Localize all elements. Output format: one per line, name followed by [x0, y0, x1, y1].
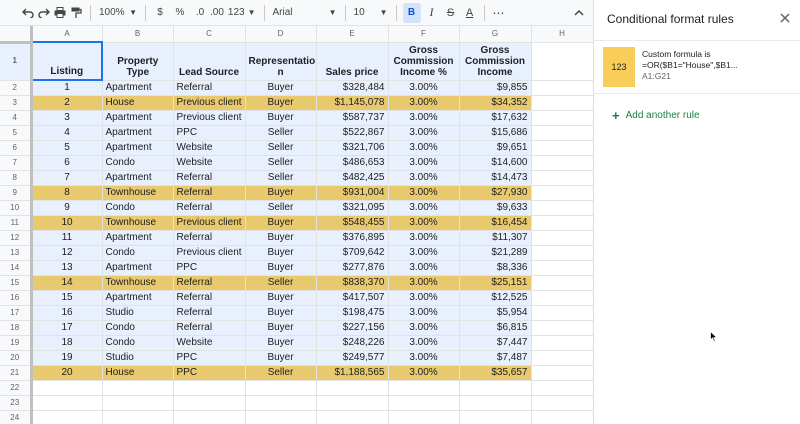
empty-cell[interactable]	[531, 365, 593, 380]
cell-property-type[interactable]: Condo	[102, 200, 173, 215]
rule-title: Custom formula is	[642, 49, 711, 59]
cell-gross-income[interactable]: $15,686	[459, 125, 531, 140]
empty-cell[interactable]	[173, 380, 245, 395]
cell-lead-source[interactable]: Referral	[173, 230, 245, 245]
row-header[interactable]: 10	[0, 200, 31, 215]
column-header-f[interactable]: F	[388, 26, 459, 42]
row-header[interactable]: 15	[0, 275, 31, 290]
undo-icon[interactable]	[20, 3, 36, 23]
cell-representation[interactable]: Seller	[245, 200, 316, 215]
cell-property-type[interactable]: House	[102, 365, 173, 380]
cell-lead-source[interactable]: Previous client	[173, 110, 245, 125]
row-header[interactable]: 7	[0, 155, 31, 170]
rule-description	[642, 49, 794, 82]
cell-representation[interactable]: Seller	[245, 125, 316, 140]
table-row	[0, 200, 593, 215]
table-row	[0, 260, 593, 275]
cell-gross-pct[interactable]: 3.00%	[388, 290, 459, 305]
cell-listing[interactable]: 5	[31, 140, 102, 155]
spreadsheet-grid[interactable]	[0, 26, 593, 424]
cell-lead-source[interactable]: PPC	[173, 350, 245, 365]
cell-representation[interactable]: Buyer	[245, 230, 316, 245]
empty-cell[interactable]	[459, 395, 531, 410]
empty-cell[interactable]	[531, 305, 593, 320]
currency-format-button[interactable]: $	[157, 7, 163, 18]
table-row	[0, 230, 593, 245]
header-cell-listing[interactable]: Listing	[31, 42, 102, 80]
toolbar-divider	[145, 5, 146, 21]
cell-representation[interactable]: Buyer	[245, 80, 316, 95]
cell-representation[interactable]: Seller	[245, 155, 316, 170]
cell-lead-source[interactable]: Referral	[173, 200, 245, 215]
table-row	[0, 365, 593, 380]
column-header-e[interactable]: E	[316, 26, 388, 42]
cell-sales-price[interactable]: $198,475	[316, 305, 388, 320]
cell-gross-pct[interactable]: 3.00%	[388, 245, 459, 260]
cell-property-type[interactable]: Condo	[102, 335, 173, 350]
cell-gross-income[interactable]: $6,815	[459, 320, 531, 335]
cell-gross-income[interactable]: $8,336	[459, 260, 531, 275]
cell-property-type[interactable]: Studio	[102, 305, 173, 320]
cell-gross-pct[interactable]: 3.00%	[388, 215, 459, 230]
empty-cell[interactable]	[531, 155, 593, 170]
row-header[interactable]: 5	[0, 125, 31, 140]
cell-property-type[interactable]: Studio	[102, 350, 173, 365]
cell-gross-income[interactable]: $14,473	[459, 170, 531, 185]
chevron-down-icon: ▼	[379, 8, 388, 17]
cell-gross-pct[interactable]: 3.00%	[388, 275, 459, 290]
cell-gross-pct[interactable]: 3.00%	[388, 200, 459, 215]
header-cell-lead-source[interactable]: Lead Source	[173, 42, 245, 80]
cell-gross-pct[interactable]: 3.00%	[388, 230, 459, 245]
cell-representation[interactable]: Buyer	[245, 305, 316, 320]
cell-property-type[interactable]: Apartment	[102, 170, 173, 185]
row-header[interactable]: 9	[0, 185, 31, 200]
zoom-value: 100%	[99, 7, 125, 18]
cell-gross-pct[interactable]: 3.00%	[388, 320, 459, 335]
table-row	[0, 380, 593, 395]
cell-sales-price[interactable]: $277,876	[316, 260, 388, 275]
cell-representation[interactable]: Buyer	[245, 335, 316, 350]
empty-cell[interactable]	[531, 335, 593, 350]
cell-listing[interactable]: 12	[31, 245, 102, 260]
cell-property-type[interactable]: Apartment	[102, 125, 173, 140]
empty-cell[interactable]	[245, 395, 316, 410]
row-header[interactable]: 12	[0, 230, 31, 245]
cell-sales-price[interactable]: $838,370	[316, 275, 388, 290]
empty-cell[interactable]	[245, 410, 316, 424]
empty-cell[interactable]	[388, 380, 459, 395]
cell-sales-price[interactable]: $522,867	[316, 125, 388, 140]
cell-listing[interactable]: 14	[31, 275, 102, 290]
cell-gross-income[interactable]: $9,633	[459, 200, 531, 215]
table-row	[0, 110, 593, 125]
cell-gross-income[interactable]: $34,352	[459, 95, 531, 110]
table-row	[0, 245, 593, 260]
cell-lead-source[interactable]: PPC	[173, 365, 245, 380]
empty-cell[interactable]	[531, 380, 593, 395]
empty-cell[interactable]	[531, 95, 593, 110]
cell-gross-pct[interactable]: 3.00%	[388, 110, 459, 125]
column-header-b[interactable]: B	[102, 26, 173, 42]
font-size-value: 10	[353, 7, 365, 18]
cell-gross-income[interactable]: $5,954	[459, 305, 531, 320]
header-cell-sales-price[interactable]: Sales price	[316, 42, 388, 80]
row-header[interactable]: 20	[0, 350, 31, 365]
row-header[interactable]: 17	[0, 305, 31, 320]
empty-cell[interactable]	[31, 410, 102, 424]
cell-representation[interactable]: Buyer	[245, 350, 316, 365]
cell-sales-price[interactable]: $376,895	[316, 230, 388, 245]
cell-listing[interactable]: 8	[31, 185, 102, 200]
percent-format-button[interactable]: %	[175, 7, 185, 18]
row-header[interactable]: 6	[0, 140, 31, 155]
cell-sales-price[interactable]: $328,484	[316, 80, 388, 95]
cell-gross-income[interactable]: $7,487	[459, 350, 531, 365]
chevron-down-icon: ▼	[129, 8, 137, 17]
cell-sales-price[interactable]: $227,156	[316, 320, 388, 335]
empty-cell[interactable]	[31, 380, 102, 395]
cell-sales-price[interactable]: $587,737	[316, 110, 388, 125]
cell-gross-income[interactable]: $12,525	[459, 290, 531, 305]
table-row	[0, 155, 593, 170]
rule-range: A1:G21	[642, 71, 671, 81]
row-header[interactable]: 14	[0, 260, 31, 275]
cell-property-type[interactable]: Condo	[102, 155, 173, 170]
table-row	[0, 140, 593, 155]
select-all-corner[interactable]	[0, 26, 31, 42]
row-header[interactable]: 13	[0, 245, 31, 260]
cell-representation[interactable]: Buyer	[245, 110, 316, 125]
table-row	[0, 170, 593, 185]
cell-gross-income[interactable]: $16,454	[459, 215, 531, 230]
cell-property-type[interactable]: Condo	[102, 245, 173, 260]
cell-gross-pct[interactable]: 3.00%	[388, 155, 459, 170]
empty-cell[interactable]	[531, 110, 593, 125]
toolbar-divider	[484, 5, 485, 21]
sheet-table	[0, 26, 593, 424]
cell-lead-source[interactable]: Previous client	[173, 95, 245, 110]
rule-formula: =OR($B1="House",$B1...	[642, 60, 738, 70]
mouse-cursor-icon	[710, 329, 718, 347]
cell-lead-source[interactable]: Website	[173, 155, 245, 170]
table-row	[0, 410, 593, 424]
empty-cell[interactable]	[531, 125, 593, 140]
number-format-label: 123	[227, 7, 245, 18]
empty-cell[interactable]	[531, 290, 593, 305]
table-row	[0, 290, 593, 305]
header-cell-property-type[interactable]: Property Type	[102, 42, 173, 80]
cell-representation[interactable]: Buyer	[245, 215, 316, 230]
cell-lead-source[interactable]: Previous client	[173, 245, 245, 260]
row-header[interactable]: 18	[0, 320, 31, 335]
cell-sales-price[interactable]: $249,577	[316, 350, 388, 365]
toolbar-divider	[345, 5, 346, 21]
cell-lead-source[interactable]: PPC	[173, 260, 245, 275]
empty-cell[interactable]	[459, 380, 531, 395]
cell-listing[interactable]: 3	[31, 110, 102, 125]
cell-lead-source[interactable]: PPC	[173, 125, 245, 140]
cell-sales-price[interactable]: $709,642	[316, 245, 388, 260]
empty-cell[interactable]	[531, 230, 593, 245]
more-formats-button[interactable]	[226, 3, 258, 23]
cell-property-type[interactable]: Apartment	[102, 140, 173, 155]
cell-gross-income[interactable]: $17,632	[459, 110, 531, 125]
cell-listing[interactable]: 4	[31, 125, 102, 140]
cell-representation[interactable]: Seller	[245, 170, 316, 185]
redo-icon[interactable]	[36, 3, 52, 23]
cell-listing[interactable]: 13	[31, 260, 102, 275]
cell-gross-pct[interactable]: 3.00%	[388, 365, 459, 380]
cell-sales-price[interactable]: $1,145,078	[316, 95, 388, 110]
cell-gross-income[interactable]: $9,651	[459, 140, 531, 155]
cell-gross-income[interactable]: $27,930	[459, 185, 531, 200]
row-header[interactable]: 16	[0, 290, 31, 305]
font-select[interactable]	[271, 3, 339, 23]
cell-lead-source[interactable]: Previous client	[173, 215, 245, 230]
cell-lead-source[interactable]: Website	[173, 140, 245, 155]
print-icon[interactable]	[52, 3, 68, 23]
cell-property-type[interactable]: Apartment	[102, 230, 173, 245]
table-row	[0, 275, 593, 290]
column-header-h[interactable]: H	[531, 26, 593, 42]
cell-gross-pct[interactable]: 3.00%	[388, 95, 459, 110]
empty-cell[interactable]	[388, 410, 459, 424]
close-icon[interactable]	[778, 11, 792, 25]
empty-cell[interactable]	[31, 395, 102, 410]
cell-property-type[interactable]: Condo	[102, 320, 173, 335]
cell-gross-income[interactable]: $35,657	[459, 365, 531, 380]
cell-gross-income[interactable]: $21,289	[459, 245, 531, 260]
empty-cell[interactable]	[531, 200, 593, 215]
row-header[interactable]: 2	[0, 80, 31, 95]
collapse-toolbar-icon[interactable]	[571, 3, 587, 23]
column-header-d[interactable]: D	[245, 26, 316, 42]
cell-lead-source[interactable]: Referral	[173, 305, 245, 320]
cell-gross-income[interactable]: $9,855	[459, 80, 531, 95]
empty-cell[interactable]	[316, 395, 388, 410]
empty-cell[interactable]	[531, 350, 593, 365]
cell-representation[interactable]: Buyer	[245, 320, 316, 335]
row-header[interactable]: 24	[0, 410, 31, 424]
column-header-a[interactable]: A	[31, 26, 102, 42]
more-options-button[interactable]: ⋯	[492, 5, 505, 20]
table-row	[0, 185, 593, 200]
cell-listing[interactable]: 7	[31, 170, 102, 185]
cell-listing[interactable]: 15	[31, 290, 102, 305]
cell-lead-source[interactable]: Referral	[173, 320, 245, 335]
table-row	[0, 95, 593, 110]
cell-listing[interactable]: 9	[31, 200, 102, 215]
cell-gross-income[interactable]: $14,600	[459, 155, 531, 170]
cell-lead-source[interactable]: Referral	[173, 185, 245, 200]
cell-listing[interactable]: 20	[31, 365, 102, 380]
empty-cell[interactable]	[531, 275, 593, 290]
cell-sales-price[interactable]: $931,004	[316, 185, 388, 200]
header-cell-gross-income[interactable]: Gross Commission Income	[459, 42, 531, 80]
table-row	[0, 320, 593, 335]
cell-representation[interactable]: Seller	[245, 365, 316, 380]
chevron-down-icon: ▼	[328, 8, 337, 17]
cell-gross-pct[interactable]: 3.00%	[388, 170, 459, 185]
cell-sales-price[interactable]: $548,455	[316, 215, 388, 230]
cell-gross-pct[interactable]: 3.00%	[388, 140, 459, 155]
toolbar-divider	[396, 5, 397, 21]
cell-property-type[interactable]: House	[102, 95, 173, 110]
cell-gross-pct[interactable]: 3.00%	[388, 80, 459, 95]
strikethrough-button[interactable]: S	[446, 6, 455, 19]
table-row	[0, 305, 593, 320]
text-color-button[interactable]: A	[465, 6, 474, 19]
cell-listing[interactable]: 18	[31, 335, 102, 350]
row-header[interactable]: 22	[0, 380, 31, 395]
row-header[interactable]: 21	[0, 365, 31, 380]
cell-sales-price[interactable]: $486,653	[316, 155, 388, 170]
table-row	[0, 125, 593, 140]
row-header[interactable]: 3	[0, 95, 31, 110]
cell-sales-price[interactable]: $1,188,565	[316, 365, 388, 380]
column-header-g[interactable]: G	[459, 26, 531, 42]
table-row	[0, 395, 593, 410]
plus-icon: +	[612, 108, 620, 123]
cell-sales-price[interactable]: $482,425	[316, 170, 388, 185]
cell-listing[interactable]: 16	[31, 305, 102, 320]
cell-gross-pct[interactable]: 3.00%	[388, 335, 459, 350]
cell-gross-income[interactable]: $7,447	[459, 335, 531, 350]
empty-cell[interactable]	[102, 410, 173, 424]
cell-listing[interactable]: 1	[31, 80, 102, 95]
empty-cell[interactable]	[531, 245, 593, 260]
cell-sales-price[interactable]: $321,706	[316, 140, 388, 155]
cell-listing[interactable]: 6	[31, 155, 102, 170]
empty-cell[interactable]	[102, 395, 173, 410]
empty-cell[interactable]	[531, 395, 593, 410]
cell-gross-pct[interactable]: 3.00%	[388, 125, 459, 140]
cell-lead-source[interactable]: Website	[173, 335, 245, 350]
empty-cell[interactable]	[102, 380, 173, 395]
cell-property-type[interactable]: Apartment	[102, 110, 173, 125]
cell-lead-source[interactable]: Referral	[173, 290, 245, 305]
cell-gross-income[interactable]: $11,307	[459, 230, 531, 245]
empty-cell[interactable]	[531, 140, 593, 155]
table-row	[0, 215, 593, 230]
conditional-format-panel	[593, 0, 800, 424]
cell-listing[interactable]: 17	[31, 320, 102, 335]
empty-cell[interactable]	[531, 42, 593, 80]
font-value: Arial	[272, 7, 293, 18]
cell-representation[interactable]: Buyer	[245, 245, 316, 260]
empty-cell[interactable]	[245, 380, 316, 395]
cell-listing[interactable]: 11	[31, 230, 102, 245]
row-header[interactable]: 11	[0, 215, 31, 230]
cell-property-type[interactable]: Apartment	[102, 80, 173, 95]
bold-button[interactable]: B	[403, 3, 421, 23]
cell-listing[interactable]: 2	[31, 95, 102, 110]
cell-representation[interactable]: Buyer	[245, 95, 316, 110]
cell-property-type[interactable]: Apartment	[102, 260, 173, 275]
format-rule-item[interactable]	[594, 40, 800, 94]
cell-property-type[interactable]: Townhouse	[102, 185, 173, 200]
add-another-rule-button[interactable]	[612, 108, 700, 123]
cell-representation[interactable]: Buyer	[245, 260, 316, 275]
empty-cell[interactable]	[459, 410, 531, 424]
cell-sales-price[interactable]: $248,226	[316, 335, 388, 350]
table-row	[0, 350, 593, 365]
row-header[interactable]: 19	[0, 335, 31, 350]
toolbar	[0, 0, 593, 26]
cell-sales-price[interactable]: $321,095	[316, 200, 388, 215]
row-header[interactable]: 23	[0, 395, 31, 410]
cell-listing[interactable]: 19	[31, 350, 102, 365]
empty-cell[interactable]	[531, 215, 593, 230]
empty-cell[interactable]	[173, 410, 245, 424]
increase-decimal-button[interactable]: .00	[210, 7, 224, 18]
cell-listing[interactable]: 10	[31, 215, 102, 230]
table-row	[0, 80, 593, 95]
empty-cell[interactable]	[173, 395, 245, 410]
cell-gross-pct[interactable]: 3.00%	[388, 185, 459, 200]
cell-sales-price[interactable]: $417,507	[316, 290, 388, 305]
empty-cell[interactable]	[531, 260, 593, 275]
row-header[interactable]: 1	[0, 42, 31, 80]
cell-representation[interactable]: Seller	[245, 275, 316, 290]
rule-format-swatch: 123	[603, 47, 635, 87]
chevron-down-icon: ▼	[247, 8, 256, 17]
header-cell-representation[interactable]: Representatio n	[245, 42, 316, 80]
header-row	[0, 42, 593, 80]
empty-cell[interactable]	[388, 395, 459, 410]
empty-cell[interactable]	[316, 380, 388, 395]
row-header[interactable]: 4	[0, 110, 31, 125]
cell-property-type[interactable]: Townhouse	[102, 215, 173, 230]
toolbar-divider	[264, 5, 265, 21]
paint-format-icon[interactable]	[68, 3, 84, 23]
table-row	[0, 335, 593, 350]
cell-lead-source[interactable]: Referral	[173, 80, 245, 95]
empty-cell[interactable]	[531, 80, 593, 95]
panel-title: Conditional format rules	[607, 12, 734, 26]
cell-gross-pct[interactable]: 3.00%	[388, 305, 459, 320]
cell-representation[interactable]: Buyer	[245, 290, 316, 305]
zoom-select[interactable]	[97, 3, 139, 23]
cell-gross-income[interactable]: $25,151	[459, 275, 531, 290]
add-rule-label: Add another rule	[625, 110, 700, 121]
empty-cell[interactable]	[531, 320, 593, 335]
column-header-c[interactable]: C	[173, 26, 245, 42]
empty-cell[interactable]	[531, 170, 593, 185]
decrease-decimal-button[interactable]: .0	[195, 7, 205, 18]
cell-lead-source[interactable]: Referral	[173, 275, 245, 290]
empty-cell[interactable]	[531, 410, 593, 424]
cell-property-type[interactable]: Townhouse	[102, 275, 173, 290]
italic-button[interactable]: I	[429, 5, 434, 19]
cell-representation[interactable]: Buyer	[245, 185, 316, 200]
empty-cell[interactable]	[531, 185, 593, 200]
cell-gross-pct[interactable]: 3.00%	[388, 260, 459, 275]
font-size-select[interactable]	[352, 3, 390, 23]
cell-lead-source[interactable]: Referral	[173, 170, 245, 185]
cell-gross-pct[interactable]: 3.00%	[388, 350, 459, 365]
header-cell-gross-pct[interactable]: Gross Commission Income %	[388, 42, 459, 80]
cell-property-type[interactable]: Apartment	[102, 290, 173, 305]
row-header[interactable]: 8	[0, 170, 31, 185]
cell-representation[interactable]: Seller	[245, 140, 316, 155]
empty-cell[interactable]	[316, 410, 388, 424]
toolbar-divider	[90, 5, 91, 21]
